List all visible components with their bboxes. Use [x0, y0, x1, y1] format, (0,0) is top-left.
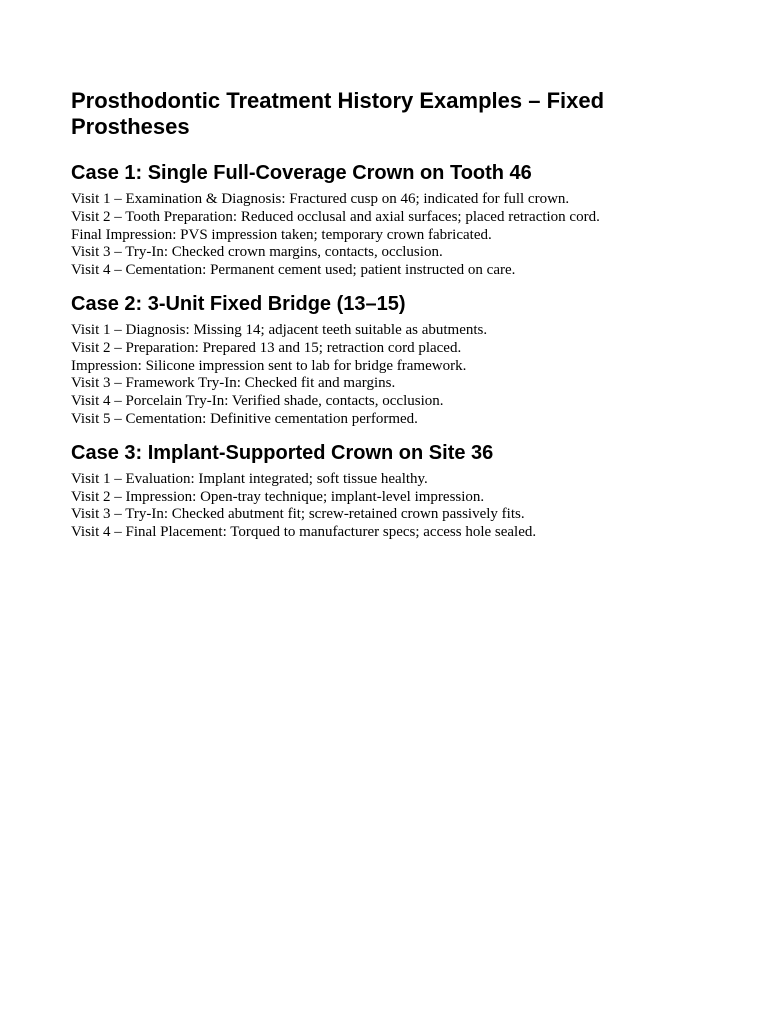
case-2-line: Impression: Silicone impression sent to lab for bridge framework. — [71, 357, 467, 374]
case-1-line: Visit 3 – Try-In: Checked crown margins, contacts, occlusion. — [71, 244, 443, 261]
case-2-heading: Case 2: 3-Unit Fixed Bridge (13–15) — [71, 292, 406, 315]
case-1-visit-list — [71, 191, 691, 280]
case-2-line: Visit 3 – Framework Try-In: Checked fit and margins. — [71, 375, 396, 392]
case-2-line: Visit 5 – Cementation: Definitive cementation performed. — [71, 410, 418, 427]
case-3-line: Visit 1 – Evaluation: Implant integrated; soft tissue healthy. — [71, 470, 428, 487]
case-3-heading: Case 3: Implant-Supported Crown on Site 36 — [71, 441, 494, 464]
case-1-section — [71, 161, 691, 280]
case-3-line: Visit 4 – Final Placement: Torqued to manufacturer specs; access hole sealed. — [71, 524, 537, 541]
case-3-line: Visit 3 – Try-In: Checked abutment fit; screw-retained crown passively fits. — [71, 506, 525, 523]
document-page — [71, 88, 691, 554]
case-3-visit-list — [71, 471, 691, 542]
case-2-line: Visit 1 – Diagnosis: Missing 14; adjacent teeth suitable as abutments. — [71, 321, 488, 338]
case-2-visit-list — [71, 322, 691, 429]
case-2-section — [71, 292, 691, 429]
case-3-section — [71, 441, 691, 542]
case-2-line: Visit 4 – Porcelain Try-In: Verified shade, contacts, occlusion. — [71, 393, 444, 410]
case-1-heading: Case 1: Single Full-Coverage Crown on Tooth 46 — [71, 162, 532, 184]
case-1-line: Visit 2 – Tooth Preparation: Reduced occlusal and axial surfaces; placed retraction cord. — [71, 208, 600, 225]
case-1-line: Final Impression: PVS impression taken; temporary crown fabricated. — [71, 226, 492, 243]
case-2-line: Visit 2 – Preparation: Prepared 13 and 15; retraction cord placed. — [71, 339, 462, 356]
case-1-line: Visit 4 – Cementation: Permanent cement used; patient instructed on care. — [71, 262, 516, 279]
case-3-line: Visit 2 – Impression: Open-tray technique; implant-level impression. — [71, 488, 485, 505]
case-1-line: Visit 1 – Examination & Diagnosis: Fractured cusp on 46; indicated for full crown. — [71, 191, 570, 207]
document-title: Prosthodontic Treatment History Examples – Fixed Prostheses — [71, 88, 605, 139]
